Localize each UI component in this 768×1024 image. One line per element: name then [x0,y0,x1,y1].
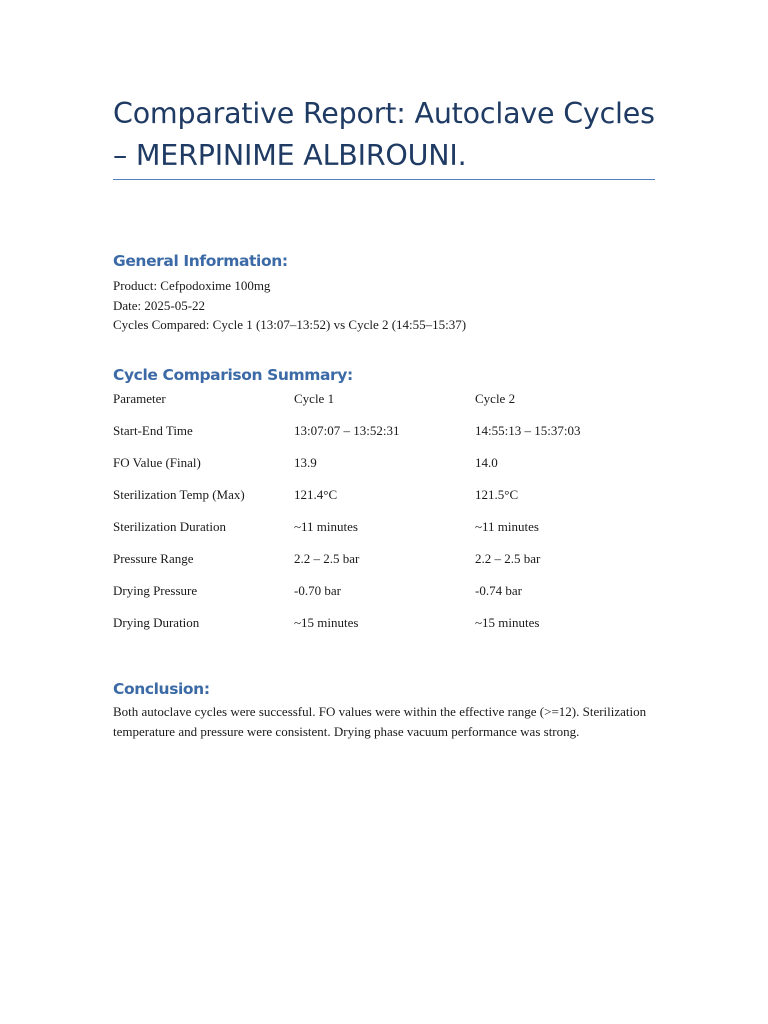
cycle-1-cell: ~15 minutes [294,615,359,630]
header-cycle-1: Cycle 1 [294,391,335,406]
table-row [113,550,655,582]
parameter-cell: Drying Pressure [113,583,198,598]
cycle-1-cell: -0.70 bar [294,583,341,598]
cycle-2-cell: ~15 minutes [475,615,540,630]
conclusion-paragraph: Both autoclave cycles were successful. FO values were within the effective range (>=12). Sterilization temperature and pressure were consistent. Drying phase vacuum performance was strong. [113,704,647,739]
comparison-table [113,390,655,646]
parameter-cell: Pressure Range [113,551,194,566]
table-header-row [113,390,655,422]
cycle-2-cell: 121.5°C [475,487,519,502]
product-line: Product: Cefpodoxime 100mg [113,278,271,293]
table-row [113,422,655,454]
header-cycle-2: Cycle 2 [475,391,516,406]
table-row [113,582,655,614]
parameter-cell: FO Value (Final) [113,455,201,470]
document-title: Comparative Report: Autoclave Cycles – MERPINIME ALBIROUNI. [113,97,655,172]
parameter-cell: Start-End Time [113,423,193,438]
cycle-2-cell: 2.2 – 2.5 bar [475,551,541,566]
cycle-2-cell: 14.0 [475,455,498,470]
cycle-1-cell: 2.2 – 2.5 bar [294,551,360,566]
cycle-1-cell: 13.9 [294,455,317,470]
table-row [113,518,655,550]
cycle-2-cell: ~11 minutes [475,519,539,534]
cycle-1-cell: ~11 minutes [294,519,358,534]
cycles-compared-line: Cycles Compared: Cycle 1 (13:07–13:52) vs Cycle 2 (14:55–15:37) [113,317,467,332]
header-parameter: Parameter [113,391,166,406]
cycle-2-cell: -0.74 bar [475,583,522,598]
cycle-1-cell: 13:07:07 – 13:52:31 [294,423,400,438]
table-row [113,454,655,486]
table-row [113,614,655,646]
date-line: Date: 2025-05-22 [113,297,206,313]
cycle-1-cell: 121.4°C [294,487,338,502]
table-row [113,486,655,518]
general-information-heading: General Information: [113,252,288,270]
parameter-cell: Sterilization Temp (Max) [113,487,245,502]
cycle-2-cell: 14:55:13 – 15:37:03 [475,423,581,438]
parameter-cell: Sterilization Duration [113,519,227,534]
parameter-cell: Drying Duration [113,615,200,630]
general-information-block [113,276,466,335]
title-underline [113,179,655,180]
cycle-comparison-heading: Cycle Comparison Summary: [113,366,353,384]
conclusion-heading: Conclusion: [113,680,210,698]
